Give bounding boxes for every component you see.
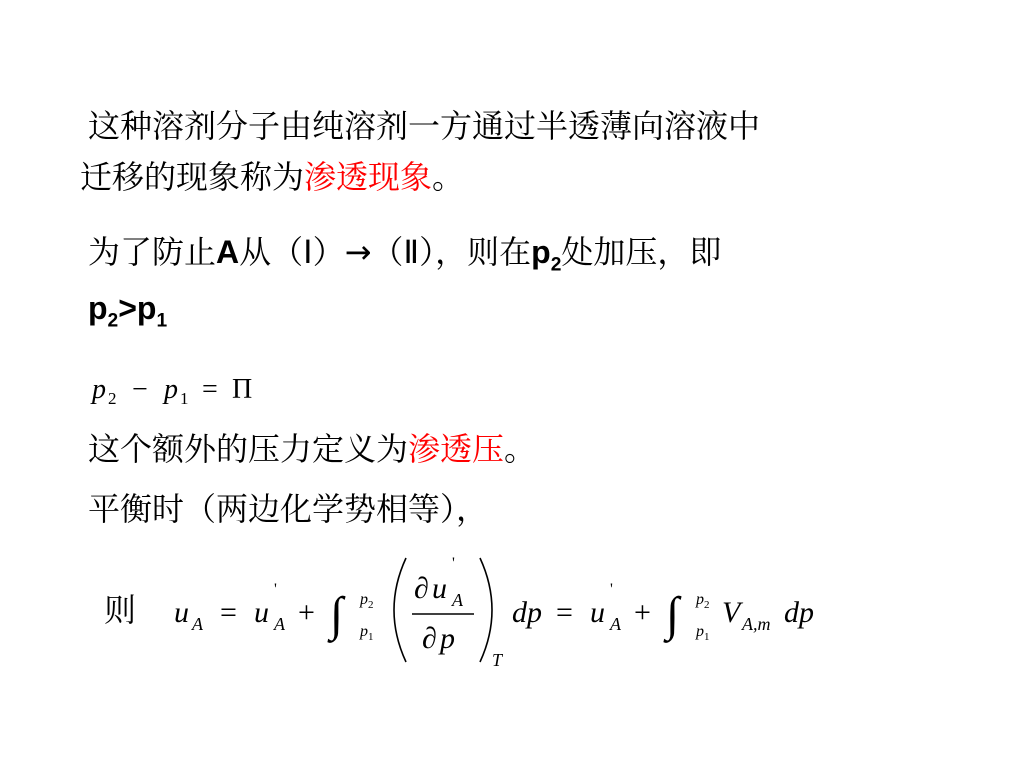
para2-text-a: 为了防止 [88,233,217,271]
svg-text:A,m: A,m [742,614,771,634]
symbol-A: A [216,234,240,270]
svg-text:∫: ∫ [330,588,344,641]
svg-text:2: 2 [108,389,117,408]
svg-text:dp: dp [784,596,814,629]
svg-text:∫: ∫ [666,588,680,641]
svg-text:∂: ∂ [422,622,437,655]
svg-text:p: p [360,591,368,608]
svg-text:+: + [298,596,315,629]
svg-text:u: u [254,596,269,629]
svg-text:=: = [202,374,218,405]
svg-text:p: p [92,374,106,405]
svg-text:dp: dp [512,596,542,629]
svg-text:u: u [590,596,605,629]
term-osmotic-pressure: 渗透压 [408,430,505,468]
svg-text:p: p [440,622,455,655]
svg-text:A: A [610,614,621,634]
svg-text:p: p [696,591,704,608]
paragraph-prevent-flow [88,228,721,276]
svg-text:1: 1 [180,389,189,408]
svg-text:∂: ∂ [414,572,429,605]
inequality-p2-gt-p1: $p_2>p_1$ [88,290,168,332]
svg-text:V: V [722,596,741,629]
equation-osmotic-pressure [88,364,288,414]
svg-text:A: A [452,590,463,610]
para3-text: 这个额外的压力定义为 [88,430,409,468]
svg-text:−: − [132,374,148,405]
svg-text:A: A [274,614,285,634]
paragraph-equilibrium: 平衡时（两边化学势相等）， [88,490,489,528]
term-osmosis-phenomenon: 渗透现象 [304,158,433,196]
equation-prefix-then: 则 [104,591,137,629]
paragraph-osmotic-pressure-definition [88,425,536,473]
svg-text:p: p [164,374,178,405]
para2-text-c: 处加压，即 [561,233,722,271]
svg-text:A: A [192,614,203,634]
svg-text:u: u [432,572,447,605]
para1-line1: 这种溶剂分子由纯溶剂一方通过半透薄向溶液中 [88,107,761,145]
svg-text:T: T [492,650,503,670]
svg-text:2: 2 [704,599,710,611]
symbol-p2: $p_2$ [531,234,562,276]
svg-text:u: u [174,596,189,629]
svg-text:Π: Π [232,374,253,405]
paragraph-osmosis-definition-line2 [80,153,464,201]
svg-text:=: = [556,596,573,629]
svg-text:1: 1 [368,631,374,643]
svg-text:1: 1 [704,631,710,643]
para1-line2-text: 迁移的现象称为 [80,158,305,196]
svg-text:p: p [360,623,368,640]
para3-period: 。 [504,430,537,468]
svg-text:': ' [610,581,613,598]
para1-line2-period: 。 [432,158,465,196]
para2-text-b: 从（Ⅰ）→（Ⅱ），则在 [239,233,532,271]
svg-text:+: + [634,596,651,629]
svg-text:p: p [696,623,704,640]
svg-text:': ' [452,555,455,572]
svg-text:': ' [274,581,277,598]
svg-text:2: 2 [368,599,374,611]
svg-text:=: = [220,596,237,629]
equation-chemical-potential [170,548,850,673]
paragraph-osmosis-definition [88,102,760,150]
